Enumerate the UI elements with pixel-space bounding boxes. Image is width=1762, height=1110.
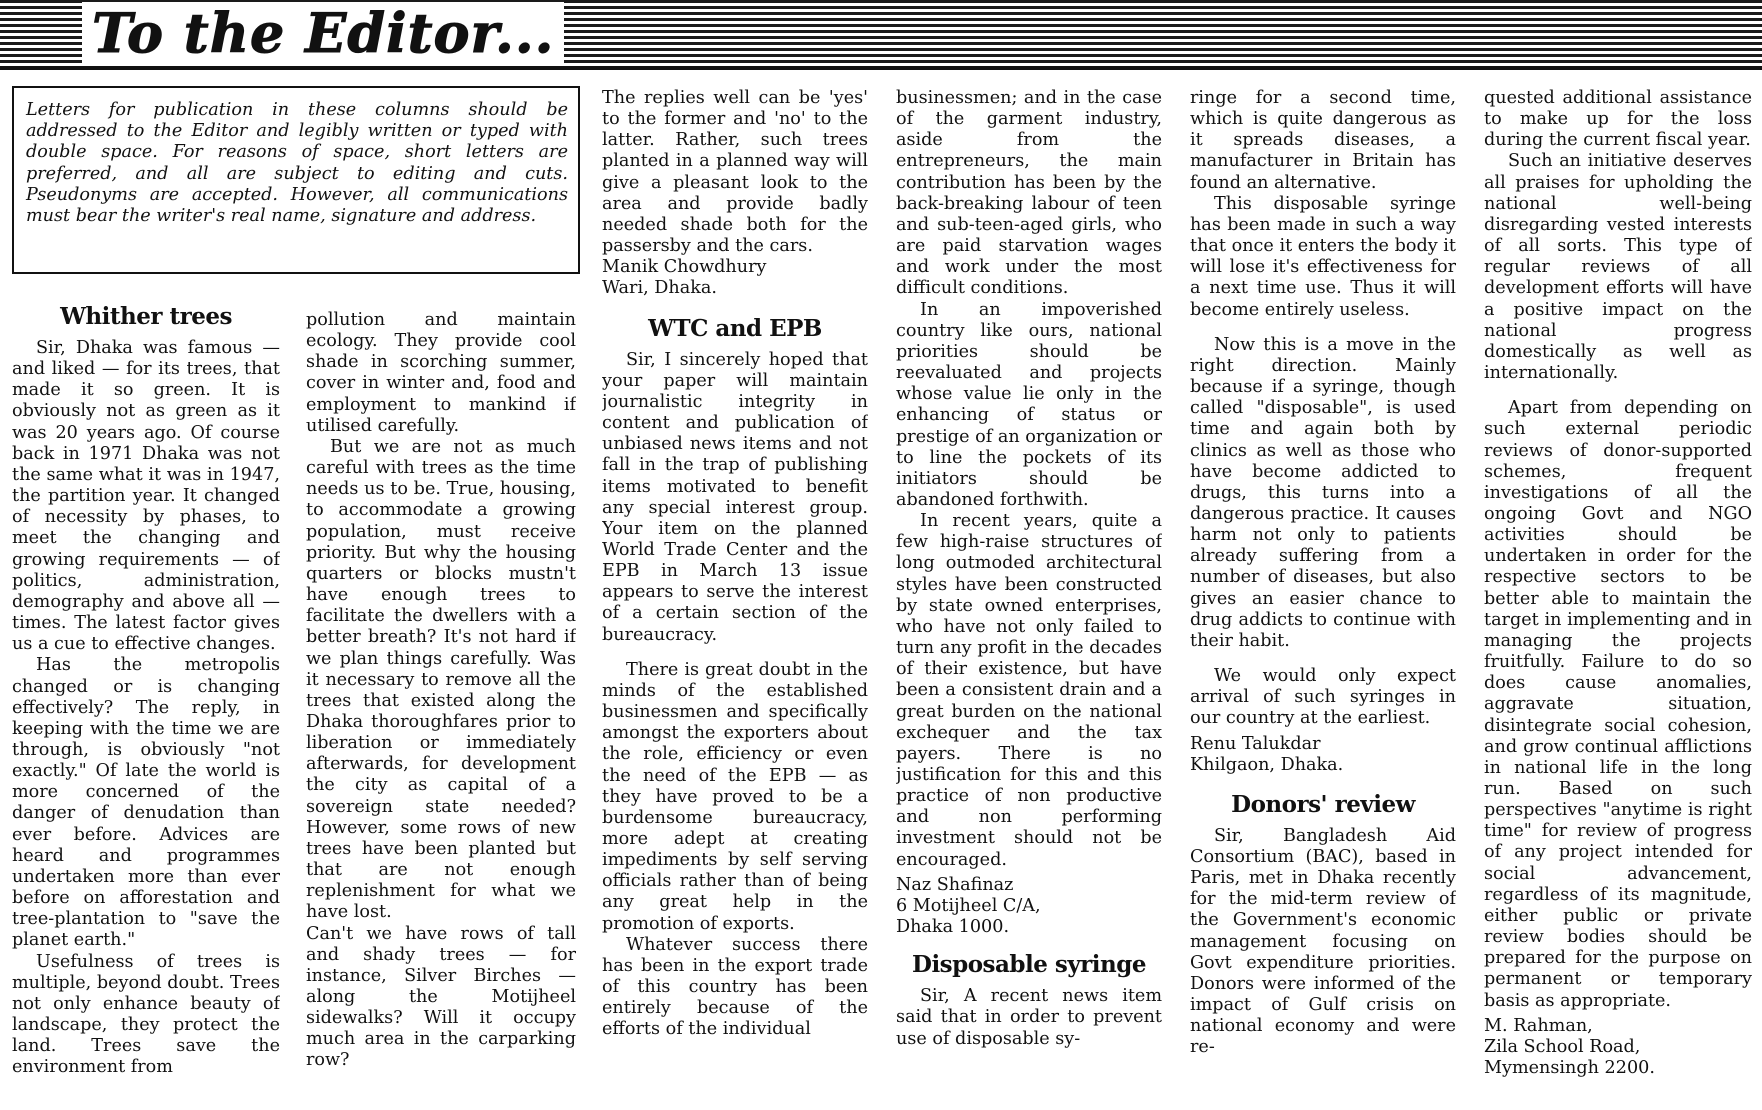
masthead-banner [0,0,1762,70]
page-title: To the Editor... [82,2,564,64]
letter-signature-name: Manik Chowdhury [602,257,767,278]
article-paragraph: Now this is a move in the right direction. Mainly because if a syringe, though called "disposable", is used time and again both by clinics as well as those who have become addicted to drugs, this turns into a dangerous practice. It causes harm not only to patients already suffering from a number of diseases, but also gives an easier chance to drug addicts to continue with their habit. [1190,334,1456,651]
headline-disposable-syringe: Disposable syringe [912,951,1146,979]
article-paragraph: But we are not as much careful with trees as the time needs us to be. True, housing, to accommodate a growing population, must receive priority. But why the housing quarters or blocks mustn't have enough trees to facilitate the dwellers with a better breath? It's not hard if we plan things carefully. Was it necessary to remove all the trees that existed along the Dhaka thoroughfares prior to liberation or immediately afterwards, for development the city as capital of a sovereign state needed? However, some rows of new trees have been planted but that are not enough replenishment for what we have lost. [306,436,576,923]
article-paragraph: There is great doubt in the minds of the established businessmen and specifically amongst the exporters about the role, efficiency or even the need of the EPB — as they have proved to be a burdensome bureaucracy, more adept at creating impediments by self serving officials rather than of being any great help in the promotion of exports. [602,659,868,934]
article-paragraph: pollution and maintain ecology. They provide cool shade in scorching summer, cover in winter and, food and employment to mankind if utilised carefully. [306,310,576,436]
headline-donors-review: Donors' review [1231,790,1415,818]
letter-signature-address: 6 Motijheel C/A, [896,895,1041,916]
article-paragraph: We would only expect arrival of such syringes in our country at the earliest. [1190,666,1456,729]
headline-whither-trees: Whither trees [60,303,232,330]
letter-signature-address: Zila School Road, [1484,1036,1641,1057]
article-paragraph: Sir, Bangladesh Aid Consortium (BAC), based in Paris, met in Dhaka recently for the mid-term review of the Government's economic management focusing on Govt expenditure priorities. Donors were informed of the impact of Gulf crisis on national economy and were re- [1190,825,1456,1058]
article-paragraph: quested additional assistance to make up for the loss during the current fiscal year. [1484,88,1752,151]
letter-signature-address: Wari, Dhaka. [602,278,717,299]
article-paragraph: Such an initiative deserves all praises for upholding the national well-being disregarding vested interests of all sorts. This type of regular reviews of all development efforts will have a positive impact on the national progress domestically as well as internationally. [1484,151,1752,384]
article-paragraph: The replies well can be 'yes' to the former and 'no' to the latter. Rather, such trees planted in a planned way will give a pleasant look to the area and provide badly needed shade both for the passersby and the cars. [602,88,868,257]
article-paragraph: Sir, Dhaka was famous — and liked — for its trees, that made it so green. It is obviously not as green as it was 20 years ago. Of course back in 1971 Dhaka was not the same what it was in 1947, the partition year. It changed of necessity by phases, to meet the changing and growing requirements — of politics, administration, demography and above all — times. The latest factor gives us a cue to effective changes. [12,338,280,655]
column-3 [602,88,868,1098]
headline-wtc-epb: WTC and EPB [648,314,822,342]
letter-signature-name: Renu Talukdar [1190,733,1321,754]
article-paragraph: Apart from depending on such external periodic reviews of donor-supported schemes, frequent investigations of all the ongoing Govt and NGO activities should be undertaken in order for the respective sectors to be better able to maintain the target in implementing and in managing the projects fruitfully. Failure to do so does cause anomalies, aggravate situation, disintegrate social cohesion, and grow continual afflictions in national life in the long run. Based on such perspectives "anytime is right time" for review of progress of any project intended for social advancement, regardless of its magnitude, either public or private review bodies should be prepared for the purpose on permanent or temporary basis as appropriate. [1484,398,1752,1011]
article-paragraph: Sir, I sincerely hoped that your paper will maintain journalistic integrity in content and publication of unbiased news items and not fall in the trap of publishing items motivated to benefit any special interest group. Your item on the planned World Trade Center and the EPB in March 13 issue appears to serve the interest of a certain section of the bureaucracy. [602,349,868,645]
letter-signature-name: M. Rahman, [1484,1015,1593,1036]
article-paragraph: In an impoverished country like ours, national priorities should be reevaluated and projects whose value lie only in the enhancing of status or prestige of an organization or to line the pockets of its initiators should be abandoned forthwith. [896,299,1162,510]
article-paragraph: Can't we have rows of tall and shady trees — for instance, Silver Birches — along the Motijheel sidewalks? Will it occupy much area in the carparking row? [306,923,576,1071]
article-paragraph: Whatever success there has been in the export trade of this country has been entirely because of the efforts of the individual [602,934,868,1040]
article-paragraph: Has the metropolis changed or is changing effectively? The reply, in keeping with the time we are through, is obviously "not exactly." Of late the world is more concerned of the danger of denudation than ever before. Advices are heard and programmes undertaken more than ever before on afforestation and tree-plantation to "save the planet earth." [12,655,280,951]
letter-signature-name: Naz Shafinaz [896,874,1014,895]
editor-notice-box [12,86,580,274]
article-paragraph: businessmen; and in the case of the garment industry, aside from the entrepreneurs, the main contribution has been by the back-breaking labour of teen and sub-teen-aged girls, who are paid starvation wages and work under the most difficult conditions. [896,88,1162,299]
column-2 [306,310,576,1100]
column-1 [12,298,280,1098]
article-paragraph: This disposable syringe has been made in such a way that once it enters the body it will lose it's effectiveness for a next time use. Thus it will become entirely useless. [1190,193,1456,320]
letter-signature-address: Khilgaon, Dhaka. [1190,754,1344,775]
article-paragraph: Sir, A recent news item said that in order to prevent use of disposable sy- [896,986,1162,1049]
letter-signature-address: Mymensingh 2200. [1484,1058,1655,1079]
editor-notice-text: Letters for publication in these columns should be addressed to the Editor and legibly written or typed with double space. For reasons of space, short letters are preferred, and all are subject to editing and cuts. Pseudonyms are accepted. However, all communications must bear the writer's real name, signature and address. [26,100,568,227]
column-6 [1484,88,1752,1098]
article-paragraph: Usefulness of trees is multiple, beyond doubt. Trees not only enhance beauty of landscape, they protect the land. Trees save the environment from [12,951,280,1078]
article-paragraph: ringe for a second time, which is quite dangerous as it spreads diseases, a manufacturer in Britain has found an alternative. [1190,88,1456,193]
letter-signature-address: Dhaka 1000. [896,917,1010,938]
column-5 [1190,88,1456,1098]
column-4 [896,88,1162,1098]
article-paragraph: In recent years, quite a few high-raise structures of long outmoded architectural styles have been constructed by state owned enterprises, who have not only failed to turn any profit in the decades of their existence, but have been a consistent drain and a great burden on the national exchequer and the tax payers. There is no justification for this and this practice of non productive and non performing investment should not be encouraged. [896,511,1162,870]
